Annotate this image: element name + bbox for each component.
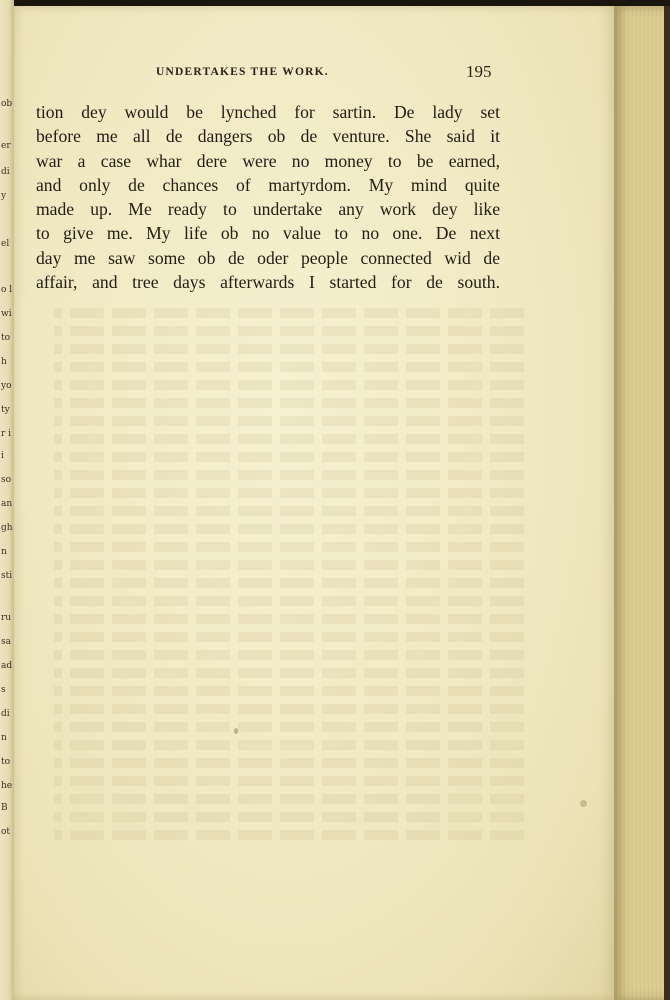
text-line: and only de chances of martyrdom. My mind quite: [36, 174, 500, 195]
facing-fragment: s: [1, 685, 6, 695]
facing-fragment: r i: [1, 429, 12, 439]
text-line: war a case whar dere were no money to be earned,: [36, 150, 500, 171]
facing-fragment: he: [1, 781, 13, 791]
facing-fragment: y: [1, 191, 7, 201]
facing-fragment: ot: [1, 827, 11, 837]
facing-fragment: ru: [1, 613, 12, 623]
facing-fragment: to: [1, 757, 11, 767]
facing-fragment: n: [1, 733, 7, 743]
facing-fragment: n: [1, 547, 7, 557]
facing-page-text-fragments: [0, 90, 14, 850]
paper-speck: [234, 728, 238, 734]
page-block-edges: [614, 6, 670, 1000]
facing-fragment: yo: [1, 381, 12, 391]
text-line: to give me. My life ob no value to no one. De next: [36, 223, 500, 244]
running-head: UNDERTAKES THE WORK.: [156, 66, 329, 78]
text-line: affair, and tree days afterwards I started for de south.: [36, 272, 500, 293]
page-number: 195: [466, 62, 492, 81]
facing-fragment: an: [1, 499, 13, 509]
paper-speck: [580, 800, 587, 807]
facing-fragment: wi: [1, 309, 12, 319]
facing-fragment: di: [1, 167, 10, 177]
facing-fragment: ob: [1, 99, 13, 109]
facing-fragment: o l: [1, 285, 13, 295]
facing-fragment: er: [1, 141, 11, 151]
text-line: tion dey would be lynched for sartin. De lady set: [36, 102, 500, 122]
facing-fragment: sti: [1, 571, 13, 581]
text-line: made up. Me ready to undertake any work dey like: [36, 199, 500, 220]
facing-fragment: h: [1, 357, 7, 367]
facing-fragment: ty: [1, 405, 10, 415]
facing-fragment: sa: [1, 637, 11, 647]
text-line: before me all de dangers ob de venture. She said it: [36, 126, 500, 147]
facing-fragment: di: [1, 709, 10, 719]
facing-fragment: to: [1, 333, 11, 343]
facing-fragment: ad: [1, 661, 13, 671]
facing-fragment: i: [1, 451, 4, 461]
text-line: day me saw some ob de oder people connected wid de: [36, 247, 500, 268]
body-text: [36, 100, 500, 294]
reverse-side-bleed-through: [54, 300, 524, 840]
facing-fragment: B: [1, 803, 8, 813]
facing-fragment: el: [1, 239, 10, 249]
facing-fragment: so: [1, 475, 12, 485]
facing-fragment: gh: [1, 523, 13, 533]
